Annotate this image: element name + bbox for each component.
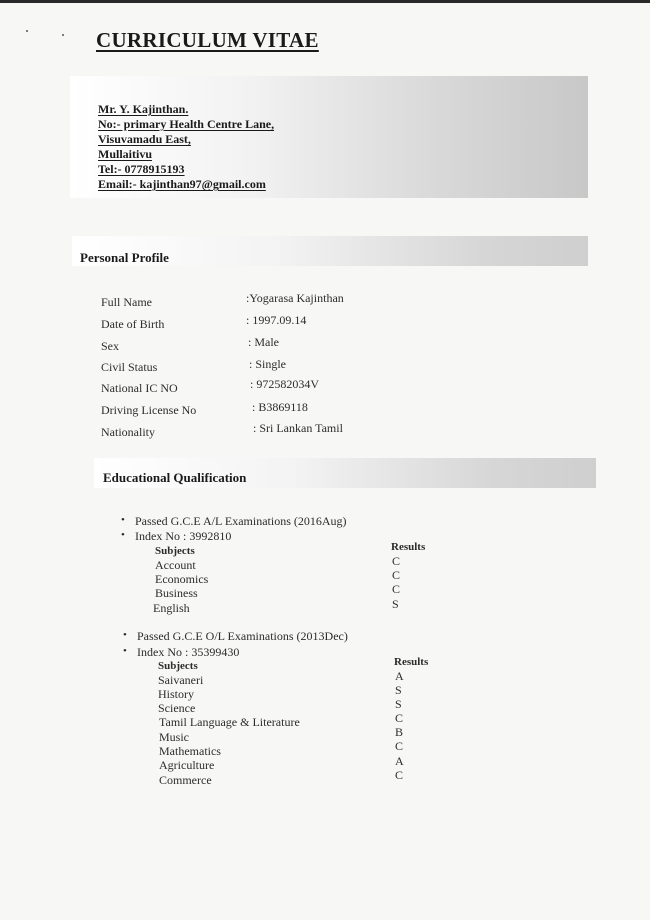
exam-ol-subject: Science <box>158 701 196 715</box>
exam-al-result: S <box>392 597 399 611</box>
contact-phone: Tel:- 0778915193 <box>98 162 185 176</box>
exam-ol-result: A <box>395 754 404 768</box>
profile-label: National IC NO <box>101 381 178 395</box>
scan-speck <box>62 34 64 36</box>
top-border <box>0 0 650 3</box>
profile-label: Driving License No <box>101 403 197 417</box>
exam-ol-subject: Music <box>159 730 189 744</box>
exam-al-results-header: Results <box>391 541 426 553</box>
contact-name: Mr. Y. Kajinthan. <box>98 102 189 116</box>
exam-ol-subjects-header: Subjects <box>158 660 198 672</box>
profile-value: : B3869118 <box>252 400 308 414</box>
exam-al-index: • Index No : 3992810 <box>135 529 231 544</box>
exam-ol-result: A <box>395 669 404 683</box>
exam-ol-result: C <box>395 768 404 782</box>
profile-value: : Single <box>249 357 287 371</box>
contact-address-line-2: Visuvamadu East, <box>98 132 191 146</box>
exam-ol-index: • Index No : 35399430 <box>137 645 239 660</box>
exam-al-subjects-header: Subjects <box>155 545 195 557</box>
contact-details <box>98 102 274 192</box>
profile-value: : Male <box>248 335 279 349</box>
exam-ol-subject: Agriculture <box>159 758 215 772</box>
exam-ol-result: S <box>395 697 402 711</box>
profile-value: : Sri Lankan Tamil <box>253 421 343 435</box>
exam-al-result: C <box>392 568 401 582</box>
exam-ol-subject: Commerce <box>159 773 212 787</box>
exam-ol-result: S <box>395 683 402 697</box>
exam-ol-subject: Tamil Language & Literature <box>159 715 300 729</box>
profile-label: Full Name <box>101 295 152 309</box>
exam-ol-subject: Mathematics <box>159 744 221 758</box>
exam-al-subject: English <box>153 601 190 615</box>
document-title: CURRICULUM VITAE <box>96 28 319 52</box>
exam-al-subject: Economics <box>155 572 209 586</box>
profile-value: : 972582034V <box>250 377 319 391</box>
profile-value: : 1997.09.14 <box>246 313 307 327</box>
contact-address-line-3: Mullaitivu <box>98 147 153 161</box>
exam-al-subject: Business <box>155 586 198 600</box>
exam-ol-results-header: Results <box>394 656 429 668</box>
exam-al-result: C <box>392 582 401 596</box>
profile-label: Sex <box>101 339 119 353</box>
exam-al-result: C <box>392 554 401 568</box>
exam-ol-result: C <box>395 711 404 725</box>
exam-ol-title: • Passed G.C.E O/L Examinations (2013Dec) <box>137 629 348 644</box>
profile-label: Nationality <box>101 425 155 439</box>
exam-ol-result: C <box>395 739 404 753</box>
personal-profile-heading: Personal Profile <box>80 250 169 265</box>
exam-ol-subject: History <box>158 687 194 701</box>
exam-al-title: • Passed G.C.E A/L Examinations (2016Aug) <box>135 514 347 529</box>
contact-address-line-1: No:- primary Health Centre Lane, <box>98 117 275 131</box>
exam-ol-subject: Saivaneri <box>158 673 204 687</box>
exam-ol-result: B <box>395 725 404 739</box>
contact-email: Email:- kajinthan97@gmail.com <box>98 177 266 191</box>
profile-label: Date of Birth <box>101 317 165 331</box>
profile-label: Civil Status <box>101 360 158 374</box>
education-heading: Educational Qualification <box>103 470 247 485</box>
exam-al-subject: Account <box>155 558 196 572</box>
profile-value: :Yogarasa Kajinthan <box>246 291 344 305</box>
scan-speck <box>26 30 28 32</box>
